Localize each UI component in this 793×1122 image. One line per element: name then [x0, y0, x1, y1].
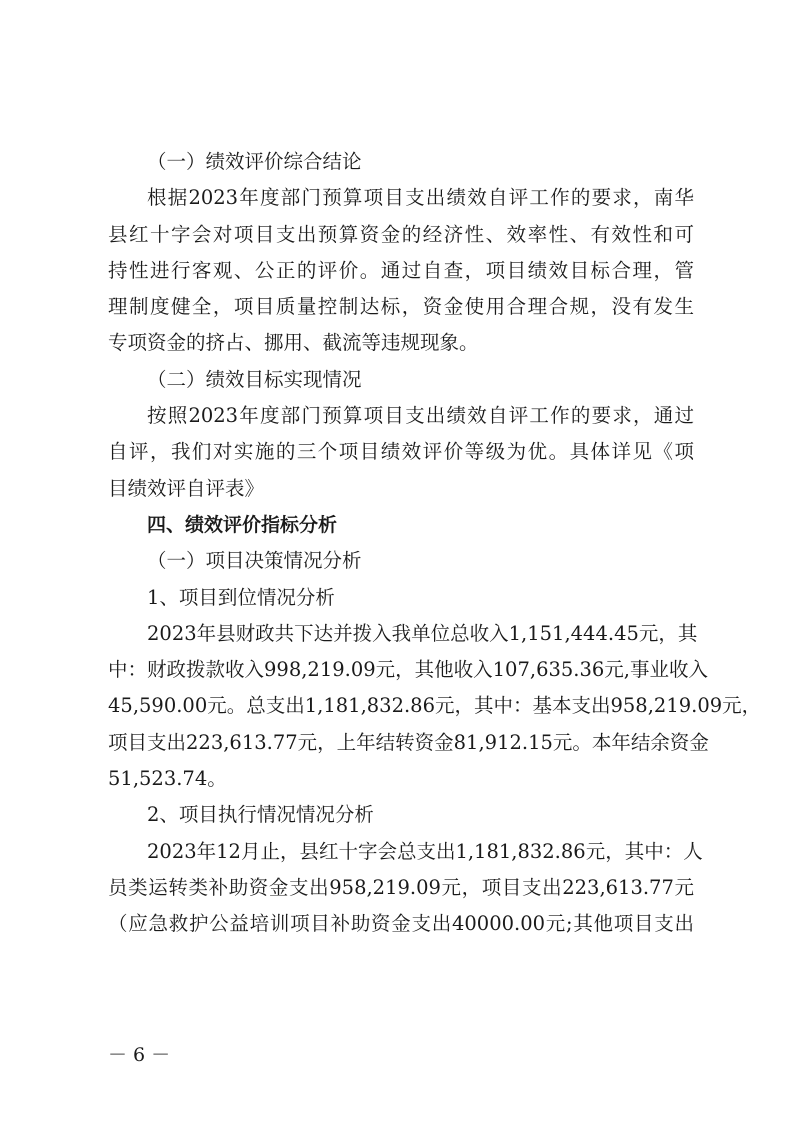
paragraph-line: 理制度健全，项目质量控制达标，资金使用合理合规，没有发生 — [108, 295, 694, 319]
paragraph-line: 按照2023年度部门预算项目支出绩效自评工作的要求，通过 — [147, 404, 694, 428]
paragraph-line: 2023年12月止，县红十字会总支出1,181,832.86元，其中：人 — [147, 839, 703, 863]
paragraph-line: 51,523.74。 — [108, 767, 227, 791]
section-heading: （一）项目决策情况分析 — [147, 549, 362, 573]
paragraph-line: 目绩效评自评表》 — [108, 476, 265, 500]
section-heading: （一）绩效评价综合结论 — [147, 150, 362, 173]
paragraph-line: 员类运转类补助资金支出958,219.09元，项目支出223,613.77元 — [108, 875, 694, 899]
subsection-heading: 1、项目到位情况分析 — [147, 585, 335, 609]
chapter-heading: 四、绩效评价指标分析 — [147, 513, 338, 536]
paragraph-line: 45,590.00元。总支出1,181,832.86元，其中：基本支出958,219.09元， — [108, 694, 762, 718]
page-number: － 6 － — [108, 1044, 171, 1066]
paragraph-line: （应急救护公益培训项目补助资金支出40000.00元;其他项目支出 — [108, 912, 694, 936]
paragraph-line: 县红十字会对项目支出预算资金的经济性、效率性、有效性和可 — [108, 222, 694, 246]
paragraph-line: 持性进行客观、公正的评价。通过自查，项目绩效目标合理，管 — [108, 258, 694, 282]
subsection-heading: 2、项目执行情况情况分析 — [147, 803, 374, 827]
paragraph-line: 根据2023年度部门预算项目支出绩效自评工作的要求，南华 — [147, 186, 694, 210]
paragraph-line: 自评，我们对实施的三个项目绩效评价等级为优。具体详见《项 — [108, 440, 694, 464]
paragraph-line: 中：财政拨款收入998,219.09元，其他收入107,635.36元,事业收入 — [108, 658, 708, 682]
paragraph-line: 2023年县财政共下达并拨入我单位总收入1,151,444.45元，其 — [147, 621, 698, 645]
paragraph-line: 项目支出223,613.77元，上年结转资金81,912.15元。本年结余资金 — [108, 730, 709, 754]
document-body — [108, 146, 762, 945]
paragraph-line: 专项资金的挤占、挪用、截流等违规现象。 — [108, 331, 479, 355]
section-heading: （二）绩效目标实现情况 — [147, 367, 362, 391]
